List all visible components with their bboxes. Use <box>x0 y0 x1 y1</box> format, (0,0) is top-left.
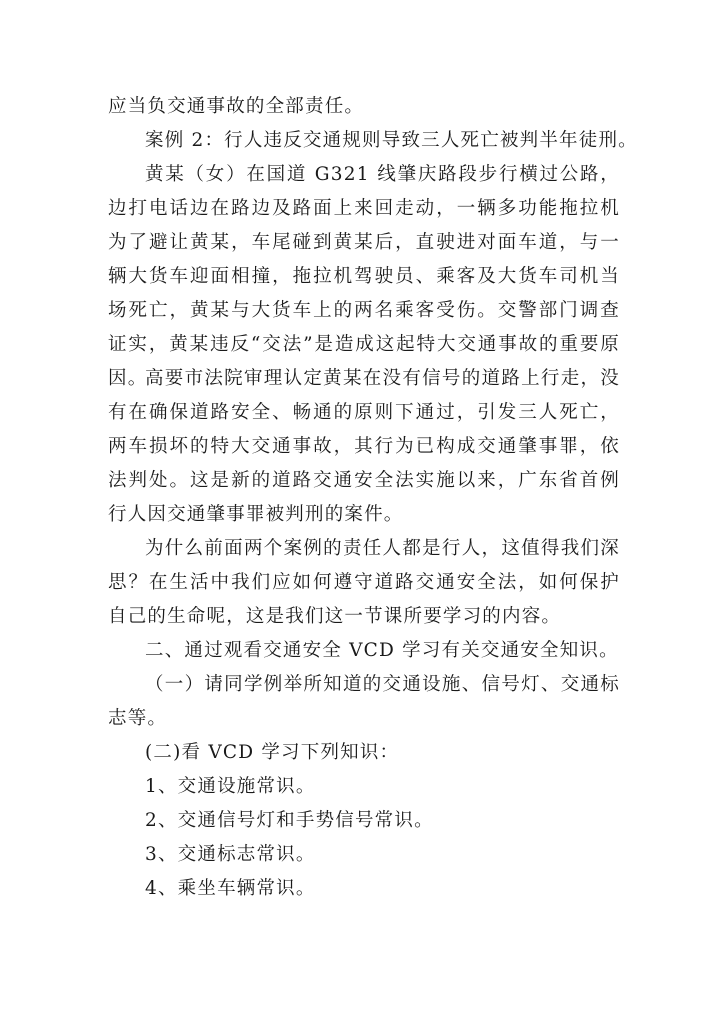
paragraph-continuation: 应当负交通事故的全部责任。 <box>108 96 365 117</box>
court-judgment-paragraph: 高要市法院审理认定黄某在没有信号的道路上行走，没有在确保道路安全、畅通的原则下通过，引发三人死亡，两车损坏的特大交通事故，其行为已构成交通肇事罪，依法判处。这是新的道路交通安全法实施以来，广东省首例行人因交通肇事罪被判刑的案件。 <box>108 368 620 525</box>
case-2-description: 黄某（女）在国道 G321 线肇庆路段步行横过公路，边打电话边在路边及路面上来回走动，一辆多功能拖拉机为了避让黄某，车尾碰到黄某后，直驶进对面车道，与一辆大货车迎面相撞，拖拉机驾驶员、乘客及大货车司机当场死亡，黄某与大货车上的两名乘客受伤。交警部门调查证实，黄某违反“交法”是造成这起特大交通事故的重要原因。 <box>108 164 620 389</box>
subsection-1-paragraph: （一）请同学例举所知道的交通设施、信号灯、交通标志等。 <box>108 674 620 729</box>
list-item: 4、乘坐车辆常识。 <box>145 878 316 899</box>
section-2-heading: 二、通过观看交通安全 VCD 学习有关交通安全知识。 <box>145 640 619 661</box>
list-item: 3、交通标志常识。 <box>145 844 316 865</box>
list-item: 1、交通设施常识。 <box>145 776 316 797</box>
list-item: 2、交通信号灯和手势信号常识。 <box>145 810 434 831</box>
case-2-heading: 案例 2：行人违反交通规则导致三人死亡被判半年徒刑。 <box>145 130 638 151</box>
subsection-2-heading: (二)看 VCD 学习下列知识： <box>145 742 400 763</box>
reflection-paragraph: 为什么前面两个案例的责任人都是行人，这值得我们深思？在生活中我们应如何遵守道路交通安全法，如何保护自己的生命呢，这是我们这一节课所要学习的内容。 <box>108 538 620 627</box>
